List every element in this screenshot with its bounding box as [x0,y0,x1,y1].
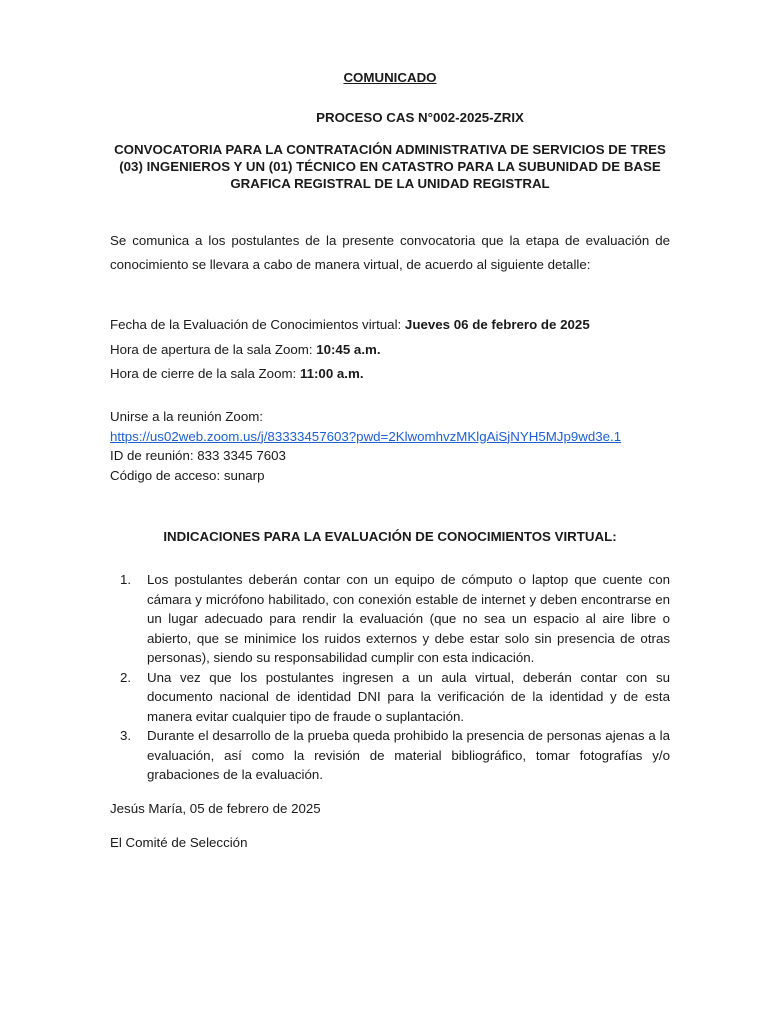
schedule-open-label: Hora de apertura de la sala Zoom: [110,341,317,357]
indicaciones-list [110,570,670,785]
schedule-block [110,313,670,387]
list-item [110,570,670,668]
zoom-block [110,407,670,485]
document-title: COMUNICADO [343,70,437,85]
list-item [110,668,670,727]
list-item-text: Durante el desarrollo de la prueba queda prohibido la presencia de personas ajenas a la evaluación, así como la revisión de material bibliográfico, tomar fotografías y/o grabaciones de la evaluación. [147,728,670,782]
list-item-number: 3. [120,728,132,743]
list-item [110,726,670,785]
list-item-text: Los postulantes deberán contar con un equipo de cómputo o laptop que cuente con cámara y micrófono habilitado, con conexión estable de internet y deben encontrarse en un lugar adecuado para rendir la evaluación (que no sea un espacio al aire libre o abierto, que se minimice los ruidos externos y debe estar solo sin presencia de otras personas), siendo su responsabilidad cumplir con esta indicación. [147,572,670,665]
zoom-join-label: Unirse a la reunión Zoom: [110,409,263,424]
schedule-open [110,338,670,363]
zoom-access-code: Código de acceso: sunarp [110,467,265,483]
schedule-date-value: Jueves 06 de febrero de 2025 [404,317,590,332]
list-item-text: Una vez que los postulantes ingresen a un aula virtual, deberán contar con su documento nacional de identidad DNI para la verificación de la identidad y de esta manera evitar cualquier tipo de fraude o suplantación. [147,669,670,724]
intro-paragraph: Se comunica a los postulantes de la presente convocatoria que la etapa de evaluación de conocimiento se llevara a cabo de manera virtual, de acuerdo al siguiente detalle: [110,233,670,272]
list-item-number: 2. [120,669,132,685]
schedule-close [110,362,670,387]
schedule-open-value: 10:45 a.m. [316,341,381,357]
list-item-number: 1. [120,572,132,587]
schedule-date [110,313,670,338]
schedule-date-label: Fecha de la Evaluación de Conocimientos virtual: [110,317,405,332]
schedule-close-label: Hora de cierre de la sala Zoom: [110,366,300,381]
place-date: Jesús María, 05 de febrero de 2025 [110,801,321,816]
indicaciones-title: INDICACIONES PARA LA EVALUACIÓN DE CONOCIMIENTOS VIRTUAL: [163,529,617,544]
convocatoria-title: CONVOCATORIA PARA LA CONTRATACIÓN ADMINISTRATIVA DE SERVICIOS DE TRES (03) INGENIEROS Y UN (01) TÉCNICO EN CATASTRO PARA LA SUBUNIDAD DE BASE GRAFICA REGISTRAL DE LA UNIDAD REGISTRAL [114,142,666,191]
zoom-meeting-link[interactable]: https://us02web.zoom.us/j/83333457603?pwd=2KlwomhvzMKlgAiSjNYH5MJp9wd3e.1 [110,428,622,444]
signature: El Comité de Selección [110,835,248,850]
schedule-close-value: 11:00 a.m. [299,366,364,381]
process-code: PROCESO CAS N°002-2025-ZRIX [316,110,524,125]
zoom-meeting-id: ID de reunión: 833 3345 7603 [110,448,286,463]
